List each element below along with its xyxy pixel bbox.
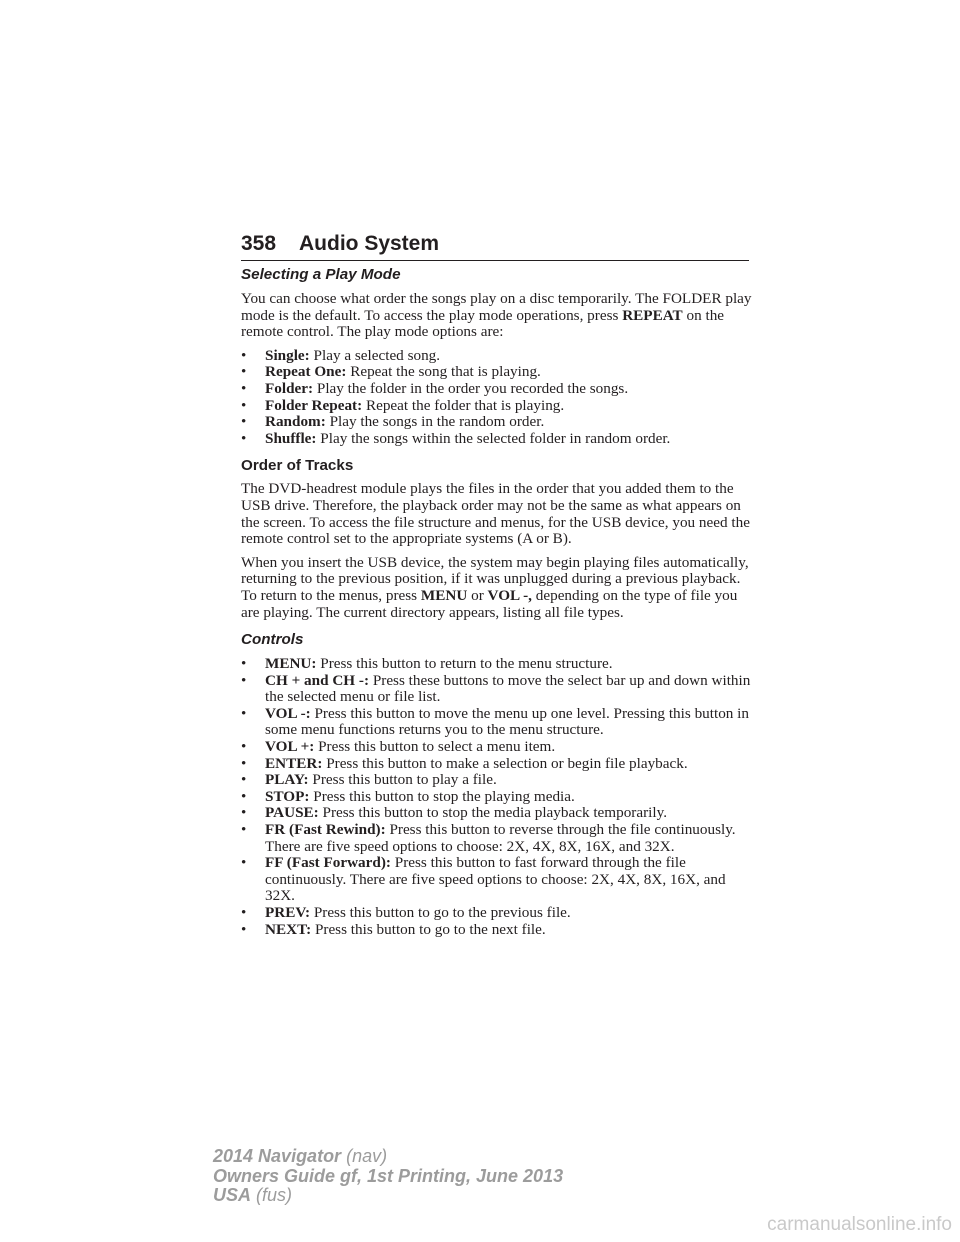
section-title: Audio System [299, 232, 440, 255]
bullet: • [241, 655, 247, 673]
watermark-link[interactable]: carmanualsonline.info [767, 1214, 952, 1235]
page-number: 358 [241, 232, 277, 255]
play-mode-item: • Random: Play the songs in the random order. [241, 413, 545, 431]
control-item: • MENU: Press this button to return to the menu structure. [241, 655, 613, 673]
bullet: • [241, 771, 247, 789]
control-item: • VOL -: Press this button to move the menu up one level. Pressing this button in some menu functions returns you to the menu structure. [241, 704, 749, 739]
play-mode-item: • Shuffle: Play the songs within the selected folder in random order. [241, 429, 671, 447]
bullet: • [241, 754, 247, 772]
play-mode-intro: You can choose what order the songs play on a disc temporarily. The FOLDER play mode is the default. To access the play mode operations, press REPEAT on the remote control. The play mode options are: [241, 290, 752, 341]
bullet: • [241, 429, 247, 447]
play-mode-list [241, 348, 756, 448]
bullet: • [241, 671, 247, 689]
page-header [241, 231, 749, 261]
bullet: • [241, 346, 247, 364]
bullet: • [241, 379, 247, 397]
control-item: • NEXT: Press this button to go to the next file. [241, 920, 546, 938]
footer-line-1: 2014 Navigator (nav) [213, 1146, 388, 1166]
bullet: • [241, 854, 247, 872]
controls-heading: Controls [241, 631, 304, 649]
controls-list [241, 656, 756, 938]
play-mode-item: • Folder: Play the folder in the order you recorded the songs. [241, 379, 629, 397]
bullet: • [241, 704, 247, 722]
play-mode-item: • Repeat One: Repeat the song that is playing. [241, 363, 541, 381]
play-mode-heading: Selecting a Play Mode [241, 266, 401, 283]
bullet: • [241, 363, 247, 381]
page-content [241, 266, 756, 945]
footer-line-2: Owners Guide gf, 1st Printing, June 2013 [213, 1165, 564, 1186]
control-item: • STOP: Press this button to stop the playing media. [241, 787, 575, 805]
bullet: • [241, 738, 247, 756]
control-item: • PREV: Press this button to go to the previous file. [241, 904, 571, 921]
control-item: • FR (Fast Rewind): Press this button to reverse through the file continuously. There are five speed options to choose: 2X, 4X, 8X, 16X, and 32X. [241, 821, 736, 855]
footer-line-3: USA (fus) [213, 1185, 293, 1205]
header-divider [241, 260, 749, 261]
play-mode-item: • Single: Play a selected song. [241, 346, 441, 364]
bullet: • [241, 413, 247, 431]
control-item: • ENTER: Press this button to make a selection or begin file playback. [241, 754, 688, 772]
order-of-tracks-heading: Order of Tracks [241, 457, 354, 475]
bullet: • [241, 904, 247, 921]
control-item: • PLAY: Press this button to play a file. [241, 771, 497, 789]
bullet: • [241, 821, 247, 839]
bullet: • [241, 396, 247, 414]
order-of-tracks-para-1: The DVD-headrest module plays the files in the order that you added them to the USB drive. Therefore, the playback order may not be the same as what appears on the screen. To access the file structure and menus, for the USB device, you need the remote control set to the appropriate systems (A or B). [241, 480, 750, 548]
control-item: • PAUSE: Press this button to stop the media playback temporarily. [241, 804, 668, 822]
bullet: • [241, 787, 247, 805]
bullet: • [241, 920, 247, 938]
control-item: • FF (Fast Forward): Press this button to fast forward through the file continuously. There are five speed options to choose: 2X, 4X, 8X, 16X, and 32X. [241, 854, 726, 905]
bullet: • [241, 804, 247, 822]
document-footer [213, 1147, 563, 1206]
play-mode-item: • Folder Repeat: Repeat the folder that is playing. [241, 396, 565, 414]
order-of-tracks-para-2: When you insert the USB device, the system may begin playing files automatically, returning to the previous position, if it was unplugged during a previous playback. To return to the menus, press MENU or VOL -, depending on the type of file you are playing. The current directory appears, listing all file types. [241, 553, 749, 621]
control-item: • VOL +: Press this button to select a menu item. [241, 738, 556, 756]
control-item: • CH + and CH -: Press these buttons to move the select bar up and down within the selected menu or file list. [241, 671, 751, 706]
